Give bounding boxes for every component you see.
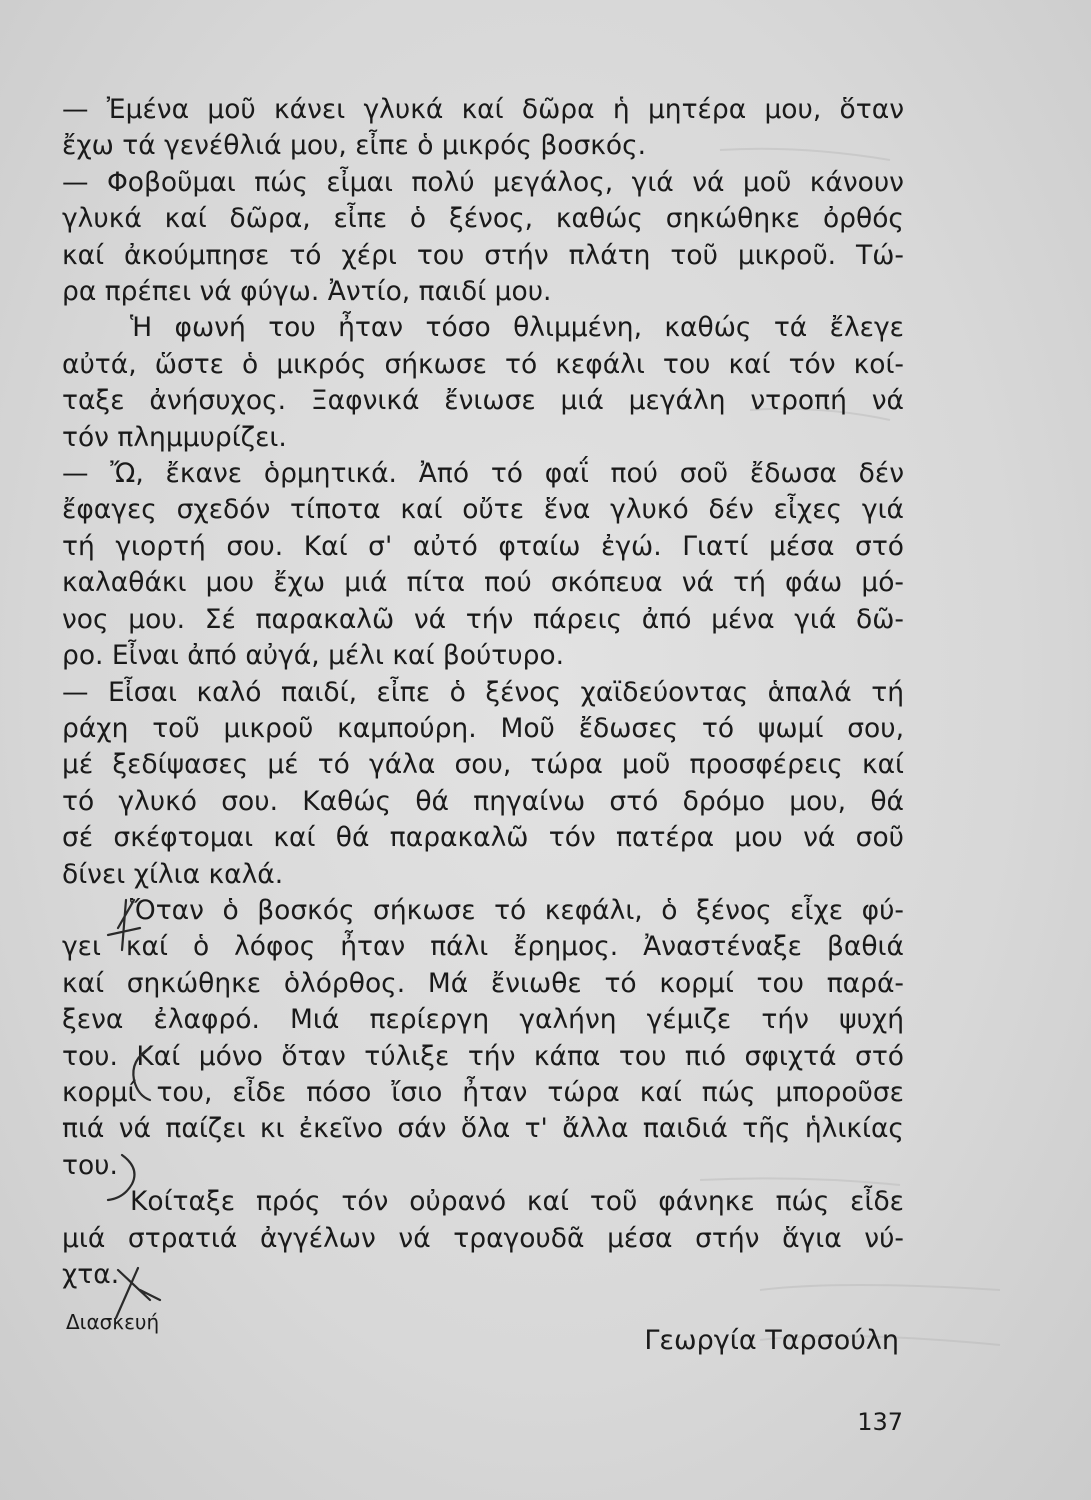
text-line: ἔχω τά γενέθλιά μου, εἶπε ὁ μικρός βοσκός. xyxy=(62,130,647,162)
text-line: τό γλυκό σου. Καθώς θά πηγαίνω στό δρόμο μου, θά xyxy=(62,785,904,817)
text-line: τόν πλημμυρίζει. xyxy=(62,421,287,453)
text-line: καί σηκώθηκε ὁλόρθος. Μά ἔνιωθε τό κορμί του παρά- xyxy=(62,967,904,999)
text-line: νος μου. Σέ παρακαλῶ νά τήν πάρεις ἀπό μένα γιά δῶ- xyxy=(62,603,904,635)
adaptation-credit: Διασκευή xyxy=(66,1310,160,1334)
text-line: ἔφαγες σχεδόν τίποτα καί οὔτε ἕνα γλυκό δέν εἶχες γιά xyxy=(62,494,904,526)
text-line: χτα. xyxy=(62,1259,120,1290)
text-line: καί ἀκούμπησε τό χέρι του στήν πλάτη τοῦ μικροῦ. Τώ- xyxy=(62,239,904,271)
text-line: Ἡ φωνή του ἦταν τόσο θλιμμένη, καθώς τά ἔλεγε xyxy=(130,312,904,344)
text-line: καλαθάκι μου ἔχω μιά πίτα πού σκόπευα νά τή φάω μό- xyxy=(62,567,904,599)
text-line: δίνει χίλια καλά. xyxy=(62,858,284,890)
text-line: του. Καί μόνο ὅταν τύλιξε τήν κάπα του πιό σφιχτά στό xyxy=(62,1040,904,1072)
text-line: τή γιορτή σου. Καί σ' αὐτό φταίω ἐγώ. Γιατί μέσα στό xyxy=(62,530,904,562)
text-line: αὐτά, ὥστε ὁ μικρός σήκωσε τό κεφάλι του καί τόν κοί- xyxy=(62,348,904,380)
text-line: Ὅταν ὁ βοσκός σήκωσε τό κεφάλι, ὁ ξένος εἶχε φύ- xyxy=(130,894,904,926)
text-line: — Ἐμένα μοῦ κάνει γλυκά καί δῶρα ἡ μητέρα μου, ὅταν xyxy=(62,94,904,125)
text-line: σέ σκέφτομαι καί θά παρακαλῶ τόν πατέρα μου νά σοῦ xyxy=(62,822,904,854)
text-line: — Εἶσαι καλό παιδί, εἶπε ὁ ξένος χαϊδεύοντας ἁπαλά τή xyxy=(62,676,904,708)
author-name: Γεωργία Ταρσούλη xyxy=(644,1325,899,1356)
text-line: — Ὤ, ἔκανε ὁρμητικά. Ἀπό τό φαΐ πού σοῦ ἔδωσα δέν xyxy=(62,458,904,490)
text-line: ράχη τοῦ μικροῦ καμπούρη. Μοῦ ἔδωσες τό ψωμί σου, xyxy=(62,712,904,744)
text-line: γει καί ὁ λόφος ἦταν πάλι ἔρημος. Ἀναστέναξε βαθιά xyxy=(62,931,904,963)
text-line: Κοίταξε πρός τόν οὐρανό καί τοῦ φάνηκε πώς εἶδε xyxy=(130,1186,904,1218)
story-text xyxy=(62,92,904,1293)
text-line: μέ ξεδίψασες μέ τό γάλα σου, τώρα μοῦ προσφέρεις καί xyxy=(62,749,904,781)
text-line: κορμί του, εἶδε πόσο ἴσιο ἦταν τώρα καί πώς μποροῦσε xyxy=(62,1076,904,1108)
text-line: μιά στρατιά ἀγγέλων νά τραγουδᾶ μέσα στήν ἅγια νύ- xyxy=(62,1222,904,1254)
text-line: ρα πρέπει νά φύγω. Ἀντίο, παιδί μου. xyxy=(62,276,552,308)
text-line: ταξε ἀνήσυχος. Ξαφνικά ἔνιωσε μιά μεγάλη ντροπή νά xyxy=(62,385,904,417)
text-line: του. xyxy=(62,1149,118,1181)
text-line: — Φοβοῦμαι πώς εἶμαι πολύ μεγάλος, γιά νά μοῦ κάνουν xyxy=(62,166,904,198)
text-line: ρο. Εἶναι ἀπό αὐγά, μέλι καί βούτυρο. xyxy=(62,640,565,672)
text-line: πιά νά παίζει κι ἐκεῖνο σάν ὅλα τ' ἄλλα παιδιά τῆς ἡλικίας xyxy=(62,1113,904,1145)
page-number: 137 xyxy=(857,1408,903,1436)
text-line: ξενα ἐλαφρό. Μιά περίεργη γαλήνη γέμιζε τήν ψυχή xyxy=(62,1004,904,1036)
text-line: γλυκά καί δῶρα, εἶπε ὁ ξένος, καθώς σηκώθηκε ὀρθός xyxy=(62,203,904,235)
